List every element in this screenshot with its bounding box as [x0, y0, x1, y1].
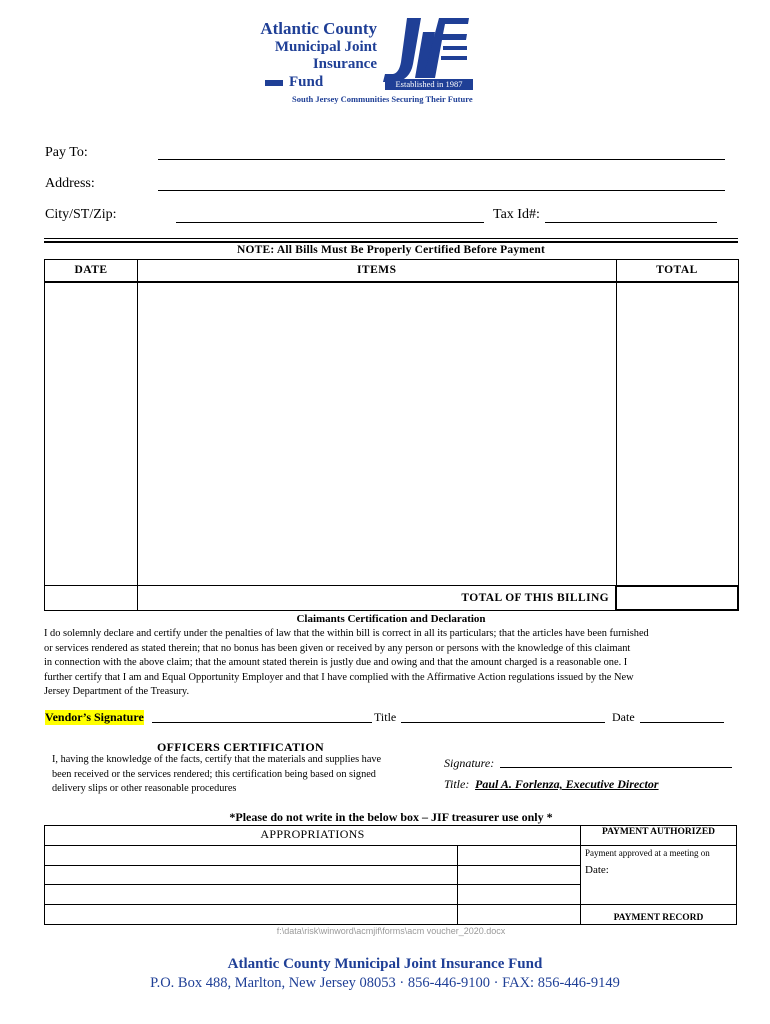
- officers-text: [52, 753, 432, 797]
- city-st-zip-field[interactable]: [176, 222, 484, 223]
- city-st-zip-label: City/ST/Zip:: [45, 207, 117, 222]
- officer-title-label: Title:: [444, 777, 470, 791]
- established-badge: Established in 1987: [385, 79, 473, 90]
- logo-line-1: Atlantic County: [260, 19, 377, 38]
- treasurer-notice: *Please do not write in the below box – JIF treasurer use only *: [229, 810, 553, 824]
- payment-date-label: Date:: [585, 863, 609, 876]
- date-cell[interactable]: [45, 282, 138, 586]
- approp-amount-cell[interactable]: [458, 905, 581, 925]
- claimants-line-2: or services rendered as stated therein; that no bonus has been given or received by any person or persons with the knowledge of this claimant: [44, 642, 631, 654]
- payment-authorized-header: PAYMENT AUTHORIZED: [581, 826, 737, 846]
- officers-line-1: I, having the knowledge of the facts, certify that the materials and supplies have: [52, 754, 382, 765]
- vendor-title-field[interactable]: [401, 722, 605, 723]
- pay-to-field[interactable]: [158, 159, 725, 160]
- note-text: NOTE: All Bills Must Be Properly Certified Before Payment: [236, 244, 545, 256]
- approp-amount-cell[interactable]: [458, 845, 581, 865]
- tax-id-field[interactable]: [545, 222, 717, 223]
- col-header-date: DATE: [45, 260, 138, 282]
- blank-cell: [45, 586, 138, 610]
- logo-tagline: South Jersey Communities Securing Their Future: [292, 94, 473, 104]
- claimants-title: Claimants Certification and Declaration: [296, 613, 486, 625]
- file-path: f:\data\risk\winword\acmjif\forms\acm voucher_2020.docx: [276, 926, 506, 936]
- claimants-text: [44, 627, 744, 700]
- approp-cell[interactable]: [45, 885, 458, 905]
- divider: [44, 238, 738, 239]
- officers-title: OFFICERS CERTIFICATION: [157, 740, 324, 754]
- claimants-line-5: Jersey Department of the Treasury.: [44, 686, 190, 697]
- logo: [245, 16, 475, 108]
- approp-cell[interactable]: [45, 845, 458, 865]
- tax-id-label: Tax Id#:: [493, 207, 540, 222]
- claimants-line-3: in connection with the above claim; that the amount stated therein is justly due and owing and that the amount charged is a reasonable one. I: [44, 657, 628, 668]
- payment-record-header: PAYMENT RECORD: [581, 905, 737, 925]
- officer-title-value: Paul A. Forlenza, Executive Director: [475, 777, 659, 791]
- payment-approved-text: Payment approved at a meeting on: [585, 847, 710, 858]
- col-header-items: ITEMS: [138, 260, 617, 282]
- items-table: [44, 259, 739, 611]
- approp-amount-cell[interactable]: [458, 885, 581, 905]
- claimants-line-1: I do solemnly declare and certify under the penalties of law that the within bill is correct in all its particulars; that the articles have been furnished: [44, 628, 649, 639]
- payment-blank-cell[interactable]: [581, 885, 737, 905]
- officers-line-3: delivery slips or other reasonable procedures: [52, 783, 237, 794]
- logo-bar: [265, 80, 283, 86]
- logo-line-3: Insurance: [312, 56, 377, 72]
- col-header-total: TOTAL: [616, 260, 738, 282]
- officer-signature-field[interactable]: [500, 767, 732, 768]
- footer-address: P.O. Box 488, Marlton, New Jersey 08053 · 856-446-9100 · FAX: 856-446-9149: [150, 975, 620, 991]
- officer-signature-label: Signature:: [444, 756, 495, 770]
- footer-org: Atlantic County Municipal Joint Insurance Fund: [227, 956, 543, 972]
- approp-cell[interactable]: [45, 905, 458, 925]
- logo-line-4: Fund: [289, 74, 324, 90]
- claimants-line-4: further certify that I am and Equal Opportunity Employer and that I have complied with the Affirmative Action regulations issued by the New: [44, 671, 634, 683]
- vendor-date-label: Date: [612, 710, 635, 724]
- officers-line-2: been received or the services rendered; this certification being based on signed: [52, 768, 376, 780]
- logo-line-2: Municipal Joint: [274, 39, 377, 55]
- vendor-signature-label: Vendor’s Signature: [45, 710, 144, 724]
- appropriations-header: APPROPRIATIONS: [45, 826, 581, 846]
- vendor-signature-field[interactable]: [152, 722, 372, 723]
- divider-thick: [44, 241, 738, 243]
- address-field[interactable]: [158, 190, 725, 191]
- approp-cell[interactable]: [45, 865, 458, 885]
- total-cell[interactable]: [616, 282, 738, 586]
- items-cell[interactable]: [138, 282, 617, 586]
- address-label: Address:: [45, 176, 95, 191]
- vendor-title-label: Title: [374, 710, 397, 724]
- approp-amount-cell[interactable]: [458, 865, 581, 885]
- vendor-date-field[interactable]: [640, 722, 724, 723]
- total-billing-label: TOTAL OF THIS BILLING: [138, 586, 617, 610]
- treasurer-table: [44, 825, 737, 925]
- pay-to-label: Pay To:: [45, 145, 88, 160]
- total-billing-value[interactable]: [616, 586, 738, 610]
- payment-approved-cell[interactable]: [581, 845, 737, 885]
